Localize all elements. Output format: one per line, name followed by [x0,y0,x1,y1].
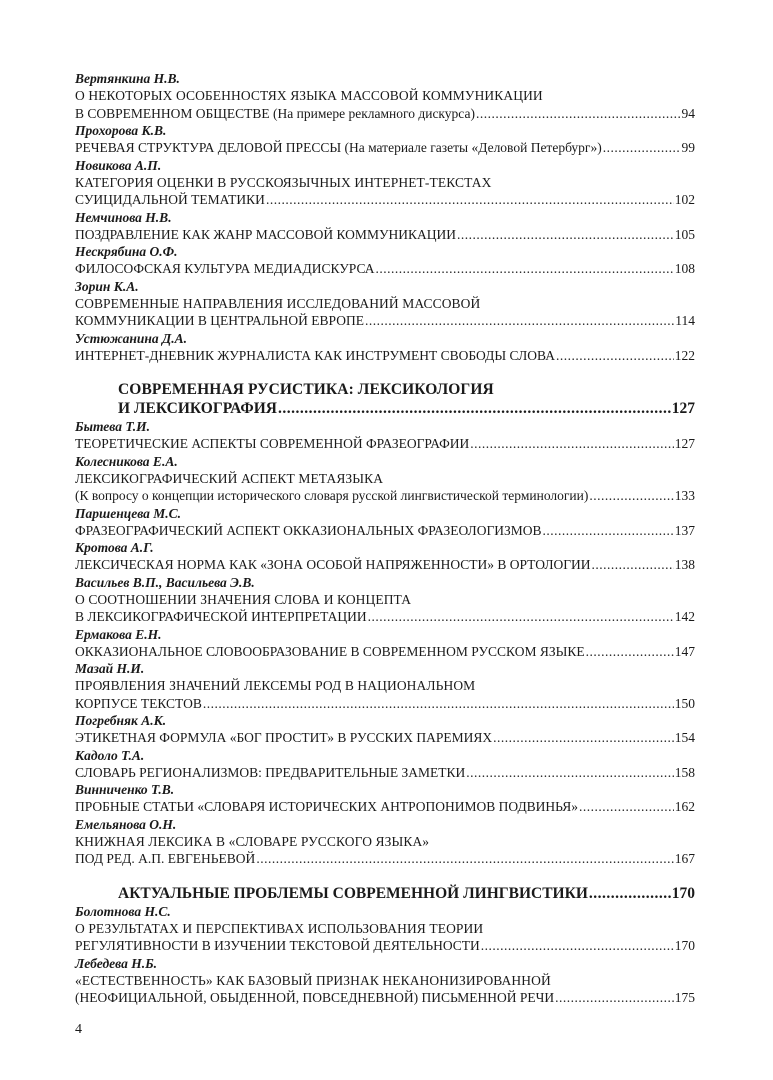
dot-leader [365,312,674,330]
toc-entry-title-line: О СООТНОШЕНИИ ЗНАЧЕНИЯ СЛОВА И КОНЦЕПТА [75,591,412,607]
toc-entry-page-number: 162 [674,799,695,814]
toc-entry-author: Ермакова Е.Н. [75,626,162,642]
table-of-contents [75,70,695,1007]
section-title-text: АКТУАЛЬНЫЕ ПРОБЛЕМЫ СОВРЕМЕННОЙ ЛИНГВИСТИКИ [118,884,588,902]
toc-entry [75,70,695,122]
toc-entry-title-text: (К вопросу о концепции исторического словаря русской лингвистической терминологии) [75,488,589,503]
toc-entry-title-text: СУИЦИДАЛЬНОЙ ТЕМАТИКИ [75,192,265,207]
toc-entry-page-number: 94 [681,105,695,121]
toc-entry-last-line [75,695,695,713]
toc-entry-author: Васильев В.П., Васильева Э.В. [75,574,255,590]
dot-leader [368,608,674,626]
toc-entry [75,243,695,278]
toc-entry-last-line [75,556,695,574]
toc-entry-last-line [75,764,695,782]
toc-entry [75,278,695,330]
dot-leader [278,399,671,418]
dot-leader [481,937,674,955]
dot-leader [589,487,673,505]
toc-entry-page-number: 108 [674,261,695,276]
toc-entry-author: Вертянкина Н.В. [75,71,180,86]
toc-entry-author: Емельянова О.Н. [75,816,177,832]
toc-entry-page-number: 167 [674,851,695,866]
toc-entry-page-number: 102 [674,192,695,207]
toc-entry-author: Паршенцева М.С. [75,505,182,521]
toc-entry-last-line [75,226,695,244]
toc-entry-last-line [75,435,695,453]
dot-leader [579,798,674,816]
toc-entry-title-text: ФРАЗЕОГРАФИЧЕСКИЙ АСПЕКТ ОККАЗИОНАЛЬНЫХ ФРАЗЕОЛОГИЗМОВ [75,522,542,538]
toc-entry-author: Устюжанина Д.А. [75,330,187,346]
toc-entry-title-line: О НЕКОТОРЫХ ОСОБЕННОСТЯХ ЯЗЫКА МАССОВОЙ КОММУНИКАЦИИ [75,88,543,103]
toc-entry [75,505,695,540]
toc-entry-last-line [75,191,695,209]
toc-entry-last-line [75,643,695,661]
dot-leader [470,435,673,453]
dot-leader [556,347,674,365]
toc-group-lexicology [75,418,695,868]
toc-entry-title-text: В СОВРЕМЕННОМ ОБЩЕСТВЕ (На примере рекламного дискурса) [75,105,475,121]
toc-entry-page-number: 142 [674,609,695,624]
toc-entry [75,418,695,453]
toc-entry-title-line: ПРОЯВЛЕНИЯ ЗНАЧЕНИЙ ЛЕКСЕМЫ РОД В НАЦИОНАЛЬНОМ [75,678,476,693]
toc-entry-last-line [75,729,695,747]
toc-entry [75,660,695,712]
toc-entry-title-line: О РЕЗУЛЬТАТАХ И ПЕРСПЕКТИВАХ ИСПОЛЬЗОВАНИЯ ТЕОРИИ [75,920,484,936]
toc-entry [75,157,695,209]
toc-group-mass-communication [75,70,695,364]
toc-entry [75,209,695,244]
toc-entry-title-line: «ЕСТЕСТВЕННОСТЬ» КАК БАЗОВЫЙ ПРИЗНАК НЕКАНОНИЗИРОВАННОЙ [75,972,551,988]
toc-entry-author: Болотнова Н.С. [75,903,171,919]
toc-entry-title-text: РЕГУЛЯТИВНОСТИ В ИЗУЧЕНИИ ТЕКСТОВОЙ ДЕЯТЕЛЬНОСТИ [75,938,480,953]
toc-entry [75,816,695,868]
toc-entry-page-number: 133 [674,488,695,503]
toc-entry-page-number: 127 [674,436,695,451]
toc-entry-page-number: 137 [674,522,695,538]
toc-entry-last-line [75,312,695,330]
section-title-text: И ЛЕКСИКОГРАФИЯ [118,400,277,417]
toc-entry-page-number: 175 [674,990,695,1005]
toc-entry-title-text: ОККАЗИОНАЛЬНОЕ СЛОВООБРАЗОВАНИЕ В СОВРЕМЕННОМ РУССКОМ ЯЗЫКЕ [75,643,585,659]
toc-entry-title-line: СОВРЕМЕННЫЕ НАПРАВЛЕНИЯ ИССЛЕДОВАНИЙ МАССОВОЙ [75,295,481,311]
toc-entry-author: Немчинова Н.В. [75,209,172,225]
toc-entry-author: Колесникова Е.А. [75,453,178,469]
toc-entry [75,453,695,505]
toc-entry-title-text: ЛЕКСИЧЕСКАЯ НОРМА КАК «ЗОНА ОСОБОЙ НАПРЯЖЕННОСТИ» В ОРТОЛОГИИ [75,557,591,572]
dot-leader [543,522,674,540]
toc-entry [75,574,695,626]
toc-entry-title-text: ПОЗДРАВЛЕНИЕ КАК ЖАНР МАССОВОЙ КОММУНИКАЦИИ [75,226,456,242]
dot-leader [203,695,674,713]
toc-entry-title-text: ПОД РЕД. А.П. ЕВГЕНЬЕВОЙ [75,851,256,866]
toc-entry-last-line [75,850,695,868]
toc-entry-page-number: 150 [674,695,695,711]
section-page-number: 127 [671,400,695,417]
toc-entry-last-line [75,105,695,123]
page-number: 4 [75,1022,82,1037]
dot-leader [266,191,674,209]
toc-entry [75,955,695,1007]
toc-entry-title-line: КАТЕГОРИЯ ОЦЕНКИ В РУССКОЯЗЫЧНЫХ ИНТЕРНЕТ-ТЕКСТАХ [75,174,492,190]
section-title-line: СОВРЕМЕННАЯ РУСИСТИКА: ЛЕКСИКОЛОГИЯ [118,381,494,398]
toc-entry-author: Винниченко Т.В. [75,782,175,797]
section-title-line-with-page [75,399,695,418]
toc-entry-author: Лебедева Н.Б. [75,955,158,971]
toc-entry [75,747,695,782]
dot-leader [256,850,673,868]
toc-entry-author: Кротова А.Г. [75,540,154,555]
toc-entry-author: Нескрябина О.Ф. [75,244,178,259]
toc-entry-last-line [75,487,695,505]
toc-entry [75,781,695,816]
dot-leader [457,226,674,244]
toc-entry-title-line: ЛЕКСИКОГРАФИЧЕСКИЙ АСПЕКТ МЕТАЯЗЫКА [75,470,384,486]
dot-leader [592,556,674,574]
toc-entry-title-text: ПРОБНЫЕ СТАТЬИ «СЛОВАРЯ ИСТОРИЧЕСКИХ АНТРОПОНИМОВ ПОДВИНЬЯ» [75,799,578,814]
toc-entry-author: Мазай Н.И. [75,661,145,676]
toc-entry-page-number: 138 [674,557,695,572]
toc-entry-last-line [75,260,695,278]
section-title-line-with-page [75,884,695,903]
dot-leader [493,729,674,747]
toc-entry-last-line [75,937,695,955]
toc-entry-page-number: 99 [681,140,695,155]
toc-entry-last-line [75,989,695,1007]
toc-entry-page-number: 170 [674,938,695,953]
dot-leader [603,139,681,157]
dot-leader [376,260,674,278]
toc-entry-page-number: 114 [675,313,695,328]
section-page-number: 170 [671,884,695,902]
toc-entry-last-line [75,139,695,157]
toc-entry-last-line [75,347,695,365]
toc-entry-last-line [75,798,695,816]
toc-entry-title-text: ФИЛОСОФСКАЯ КУЛЬТУРА МЕДИАДИСКУРСА [75,261,375,276]
toc-entry [75,712,695,747]
toc-group-linguistics [75,903,695,1007]
toc-entry-page-number: 105 [674,226,695,242]
toc-entry-author: Прохорова К.В. [75,123,167,138]
toc-entry-title-text: РЕЧЕВАЯ СТРУКТУРА ДЕЛОВОЙ ПРЕССЫ (На материале газеты «Деловой Петербург») [75,140,602,155]
toc-entry-title-text: (НЕОФИЦИАЛЬНОЙ, ОБЫДЕННОЙ, ПОВСЕДНЕВНОЙ) ПИСЬМЕННОЙ РЕЧИ [75,990,555,1005]
toc-entry-page-number: 158 [674,764,695,780]
toc-entry-page-number: 122 [674,347,695,363]
toc-entry-author: Бытева Т.И. [75,419,150,434]
toc-entry-title-text: ИНТЕРНЕТ-ДНЕВНИК ЖУРНАЛИСТА КАК ИНСТРУМЕНТ СВОБОДЫ СЛОВА [75,347,555,363]
toc-entry-page-number: 154 [674,730,695,745]
toc-entry-author: Погребняк А.К. [75,713,167,728]
dot-leader [589,884,671,903]
toc-entry-title-text: ЭТИКЕТНАЯ ФОРМУЛА «БОГ ПРОСТИТ» В РУССКИХ ПАРЕМИЯХ [75,730,493,745]
toc-entry-last-line [75,608,695,626]
dot-leader [555,989,674,1007]
toc-entry [75,539,695,574]
toc-entry-title-text: КОММУНИКАЦИИ В ЦЕНТРАЛЬНОЙ ЕВРОПЕ [75,313,364,328]
toc-entry-author: Кадоло Т.А. [75,747,145,763]
toc-entry-title-text: КОРПУСЕ ТЕКСТОВ [75,695,202,711]
dot-leader [586,643,674,661]
toc-entry-page-number: 147 [674,643,695,659]
section-heading-linguistics [75,884,695,903]
toc-entry [75,626,695,661]
toc-entry-title-line: КНИЖНАЯ ЛЕКСИКА В «СЛОВАРЕ РУССКОГО ЯЗЫКА» [75,833,430,849]
toc-entry-author: Новикова А.П. [75,157,162,173]
toc-entry-title-text: СЛОВАРЬ РЕГИОНАЛИЗМОВ: ПРЕДВАРИТЕЛЬНЫЕ ЗАМЕТКИ [75,764,466,780]
toc-entry [75,122,695,157]
section-heading-rusistika [75,380,695,418]
toc-entry [75,330,695,365]
toc-entry-title-text: ТЕОРЕТИЧЕСКИЕ АСПЕКТЫ СОВРЕМЕННОЙ ФРАЗЕОГРАФИИ [75,436,470,451]
dot-leader [476,105,681,123]
toc-entry [75,903,695,955]
dot-leader [466,764,674,782]
toc-entry-title-text: В ЛЕКСИКОГРАФИЧЕСКОЙ ИНТЕРПРЕТАЦИИ [75,609,367,624]
toc-entry-author: Зорин К.А. [75,278,139,294]
toc-entry-last-line [75,522,695,540]
